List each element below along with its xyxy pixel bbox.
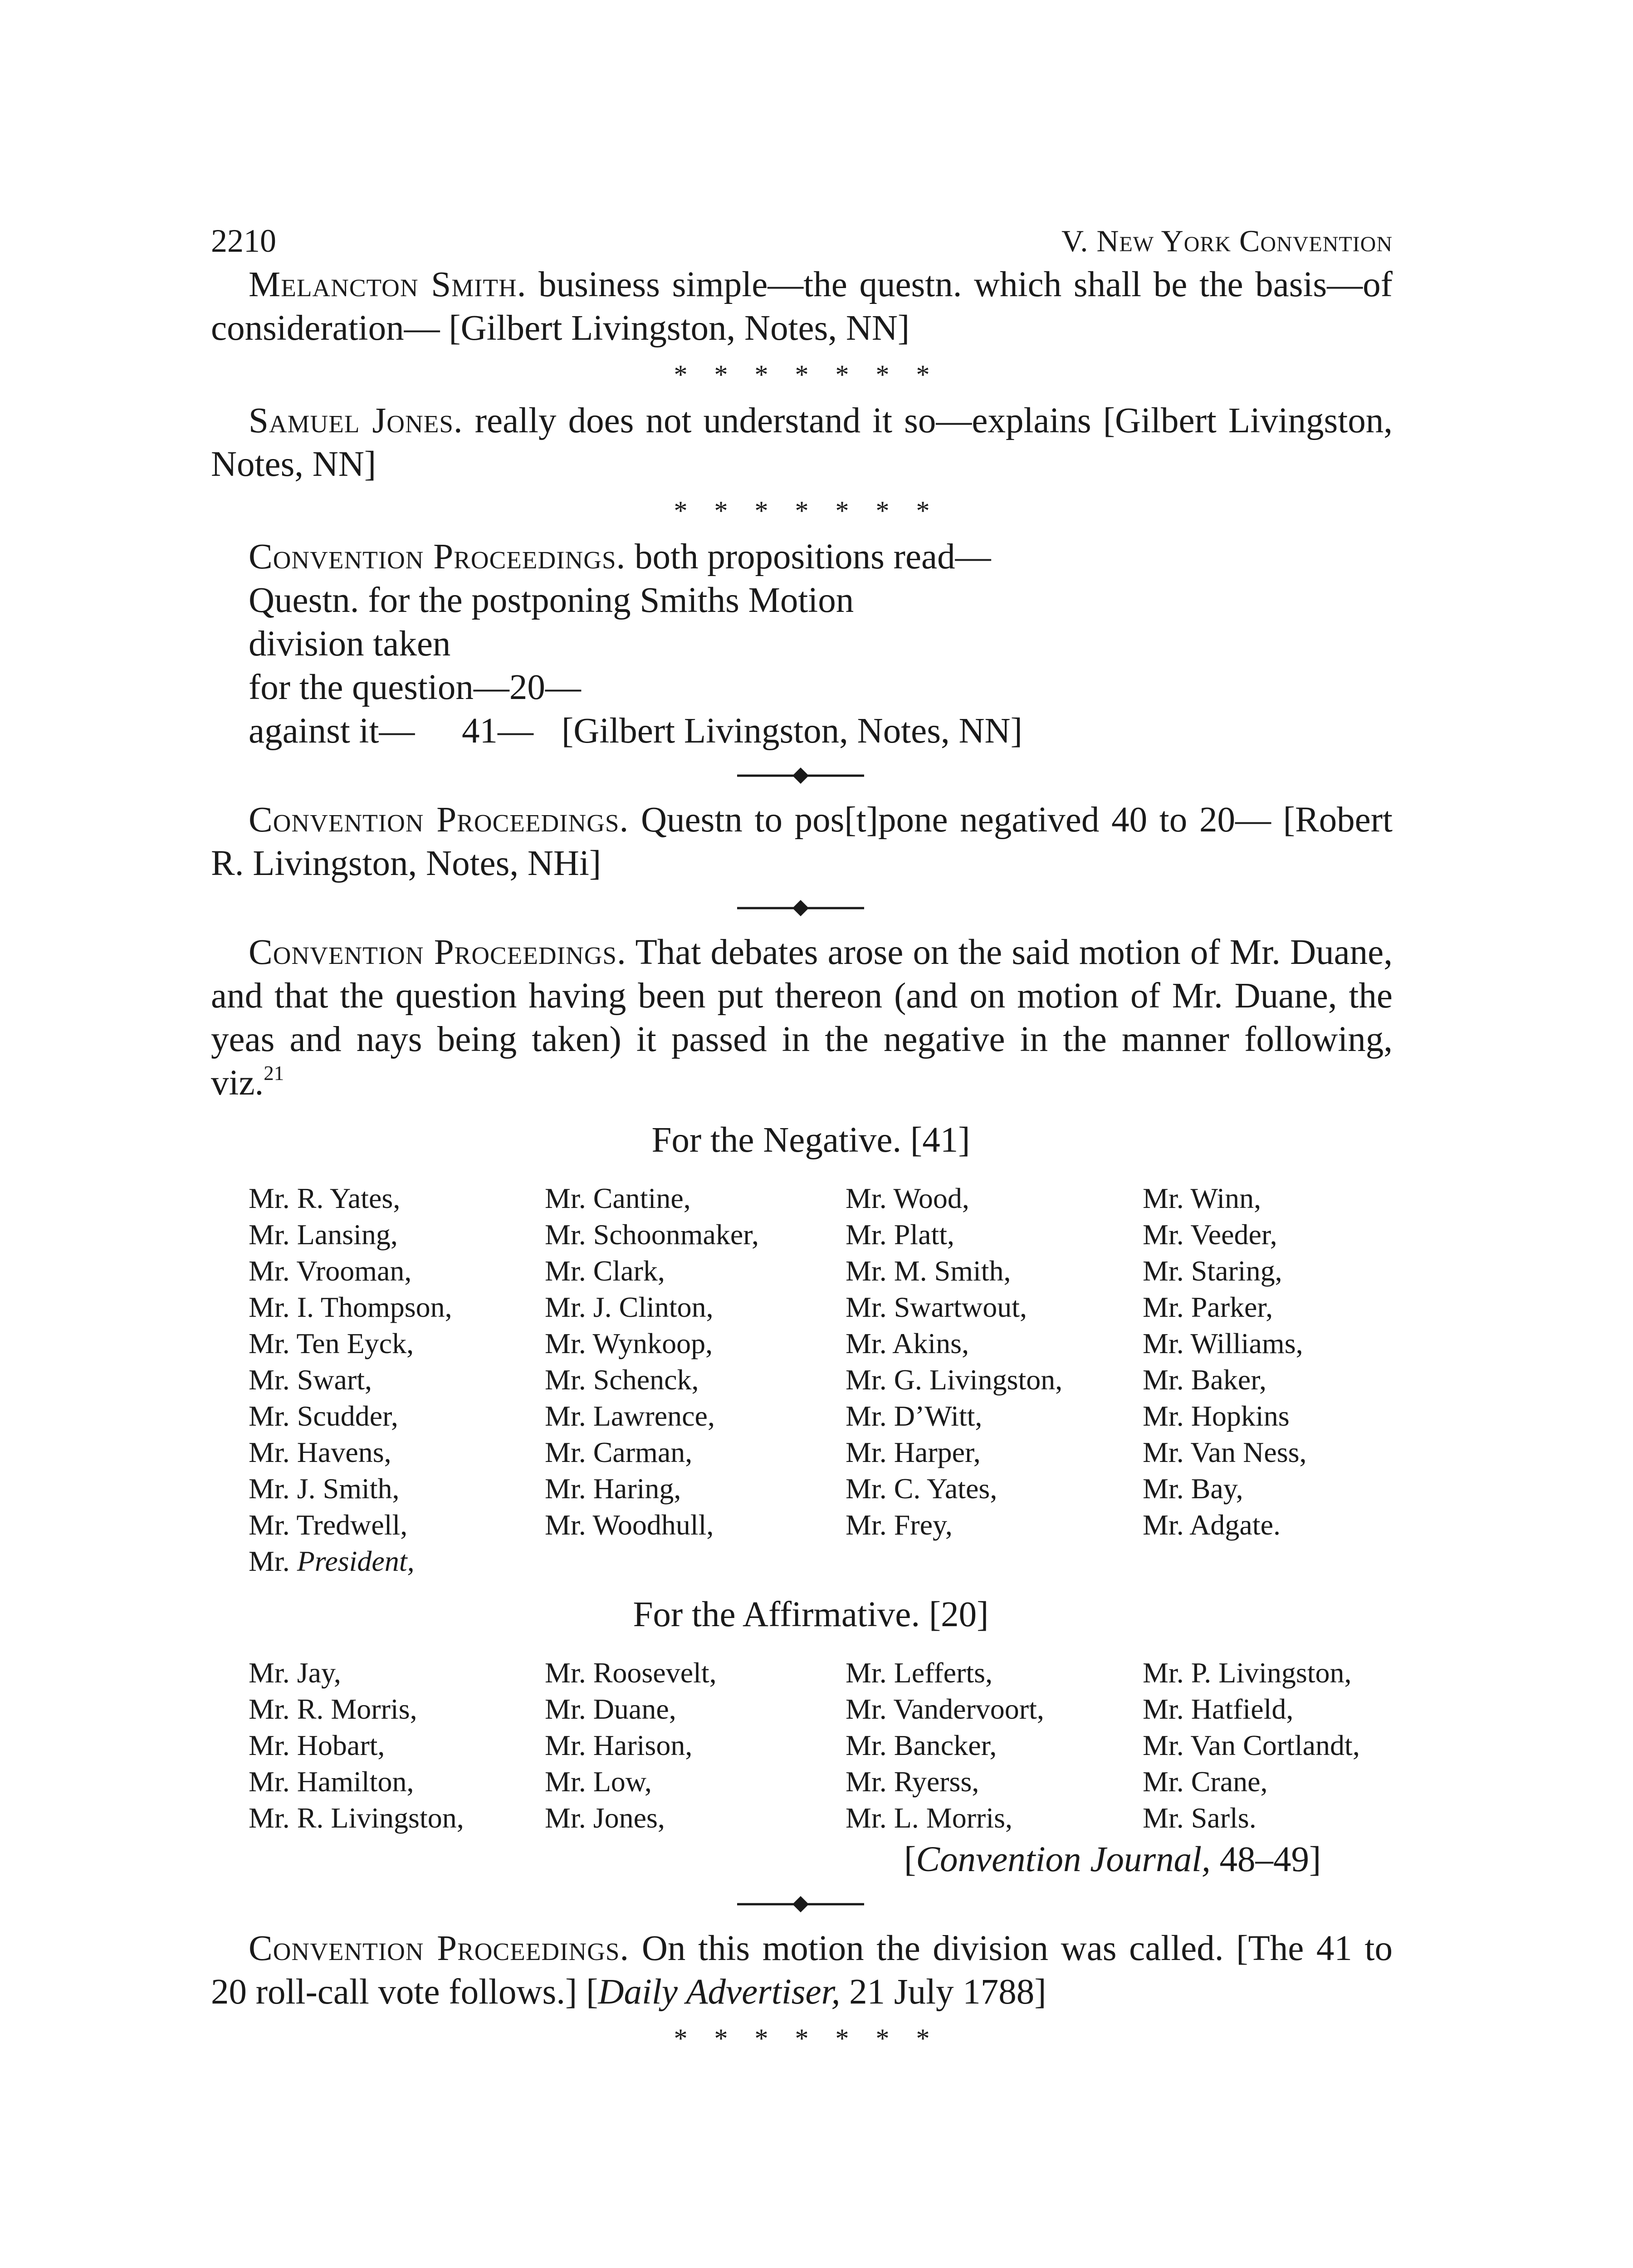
voter-name: Mr. Platt, [846,1218,955,1251]
diamond-ornament [211,885,1393,931]
speaker-name: Samuel Jones. [249,401,463,440]
footnote-marker: 21 [264,1062,284,1085]
division-count: 20— [509,668,581,707]
journal-citation [211,1838,1393,1882]
voter-name: Mr. Haring, [545,1472,681,1505]
division-count: 41— [462,711,533,751]
voter-name: Mr. Ryerss, [846,1765,979,1798]
voter-name: Mr. C. Yates, [846,1472,997,1505]
voter-name: Mr. Williams, [1143,1327,1303,1359]
voter-name: Mr. Van Ness, [1143,1436,1307,1468]
voter-name: Mr. Baker, [1143,1364,1266,1396]
voter-name: Mr. Adgate. [1143,1509,1281,1541]
voter-name: Mr. Bay, [1143,1472,1243,1505]
voter-name: Mr. Sarls. [1143,1802,1257,1834]
voter-name: Mr. Frey, [846,1509,953,1541]
voter-name: Mr. Ten Eyck, [249,1327,414,1359]
citation-bracket: [ [904,1840,916,1879]
voter-name: Mr. Scudder, [249,1400,398,1432]
voter-name: Mr. R. Morris, [249,1693,417,1725]
paragraph-text: Questn to pos[t]pone negatived 40 to 20— [Robert R. Livingston, Notes, NHi] [211,800,1393,883]
president-title: President, [297,1545,415,1577]
voter-name: Mr. Vandervoort, [846,1693,1044,1725]
diamond-rule-icon [737,898,864,918]
speaker-name: Convention Proceedings. [249,1929,630,1968]
voter-name: Mr. Hobart, [249,1729,385,1761]
paragraph-text: On this motion the division was called. [The 41 to 20 roll-call vote follows.] [ [211,1929,1393,2012]
voter-name: Mr. L. Morris, [846,1802,1012,1834]
voter-name: Mr. Bancker, [846,1729,997,1761]
voter-name: Mr. Swartwout, [846,1291,1027,1323]
paragraph-text: both propositions read— [626,537,991,577]
voter-name: Mr. Tredwell, [249,1509,408,1541]
voter-name: Mr. Akins, [846,1327,969,1359]
voter-name: Mr. I. Thompson, [249,1291,452,1323]
negative-heading: For the Negative. [41] [651,1120,970,1160]
running-header [211,195,1393,263]
voter-name: Mr. Schenck, [545,1364,699,1396]
voter-name: Mr. Swart, [249,1364,372,1396]
voter-name: Mr. Havens, [249,1436,391,1468]
voter-name: Mr. P. Livingston, [1143,1657,1352,1689]
voter-name: Mr. J. Smith, [249,1472,400,1505]
diamond-ornament [211,753,1393,798]
voter-name: Mr. D’Witt, [846,1400,983,1432]
proceedings-paragraph [211,1927,1393,2014]
voter-name: Mr. Lefferts, [846,1657,993,1689]
citation: [Gilbert Livingston, Notes, NN] [562,711,1022,751]
voter-name: Mr. Woodhull, [545,1509,714,1541]
paragraph-text: 21 July 1788] [840,1972,1046,2012]
smith-paragraph [211,263,1393,350]
diamond-rule-icon [737,766,864,786]
jones-paragraph [211,399,1393,486]
voter-name: Mr. Lawrence, [545,1400,715,1432]
president-row [211,1543,1393,1579]
voter-name: Mr. Hamilton, [249,1765,414,1798]
voter-name: Mr. Van Cortlandt, [1143,1729,1360,1761]
star-divider: * * * * * * * [674,496,940,526]
voter-name: Mr. Clark, [545,1255,665,1287]
voter-name: Mr. Wood, [846,1182,969,1214]
voter-name: Mr. Lansing, [249,1218,398,1251]
proceedings-paragraph [211,798,1393,885]
division-line: Questn. for the postponing Smiths Motion [249,581,854,620]
voter-name: Mr. Parker, [1143,1291,1273,1323]
voter-name: Mr. Schoonmaker, [545,1218,759,1251]
voter-name: Mr. Wynkoop, [545,1327,713,1359]
voter-name: Mr. Harison, [545,1729,693,1761]
speaker-name: Convention Proceedings. [249,800,629,840]
voter-name: Mr. Hopkins [1143,1400,1290,1432]
proceedings-paragraph [211,931,1393,1105]
voter-name: Mr. Harper, [846,1436,981,1468]
voter-name: Mr. Veeder, [1143,1218,1277,1251]
division-label: against it— [249,711,415,751]
voter-name: Mr. Roosevelt, [545,1657,717,1689]
citation-title: Convention Journal, [916,1840,1211,1879]
voter-name: Mr. Jay, [249,1657,341,1689]
citation-pages: 48–49] [1210,1840,1321,1879]
diamond-rule-icon [737,1894,864,1914]
voter-name: Mr. R. Livingston, [249,1802,464,1834]
president-prefix: Mr. [249,1545,297,1577]
document-page [211,195,1393,2063]
voter-name: Mr. Vrooman, [249,1255,412,1287]
paragraph-text: really does not understand it so—explains [Gilbert Livingston, Notes, NN] [211,401,1393,484]
running-title: V. New York Convention [1061,224,1393,258]
speaker-name: Convention Proceedings. [249,537,626,577]
paragraph-text: That debates arose on the said motion of Mr. Duane, and that the question having been put thereon (and on motion of Mr. Duane, the yeas and nays being taken) it passed in the negative in the manner following, viz. [211,933,1393,1103]
speaker-name: Convention Proceedings. [249,933,626,972]
voter-name: Mr. Duane, [545,1693,676,1725]
voter-name: Mr. G. Livingston, [846,1364,1063,1396]
voter-name: Mr. Winn, [1143,1182,1261,1214]
page-number: 2210 [211,223,276,259]
star-divider: * * * * * * * [674,360,940,390]
affirmative-heading: For the Affirmative. [20] [633,1595,989,1634]
source-title: Daily Advertiser, [598,1972,841,2012]
paragraph-text: business simple—the questn. which shall be the basis—of consideration— [Gilbert Livingston, Notes, NN] [211,265,1393,348]
diamond-ornament [211,1882,1393,1927]
voter-name: Mr. J. Clinton, [545,1291,714,1323]
voter-name: Mr. Staring, [1143,1255,1282,1287]
voter-name: Mr. M. Smith, [846,1255,1011,1287]
voter-name: Mr. Cantine, [545,1182,691,1214]
voter-name [249,1543,545,1579]
voter-name: Mr. Low, [545,1765,652,1798]
voter-name: Mr. Carman, [545,1436,693,1468]
voter-name: Mr. Hatfield, [1143,1693,1294,1725]
voter-name: Mr. Jones, [545,1802,665,1834]
star-divider: * * * * * * * [674,2024,940,2053]
voter-name: Mr. Crane, [1143,1765,1268,1798]
division-label: for the question— [249,668,509,707]
speaker-name: Melancton Smith. [249,265,527,304]
negative-vote-list [211,1180,1393,1543]
division-line: division taken [249,624,451,664]
affirmative-vote-list [211,1655,1393,1836]
proceedings-division-block [211,535,1393,753]
voter-name: Mr. R. Yates, [249,1182,401,1214]
